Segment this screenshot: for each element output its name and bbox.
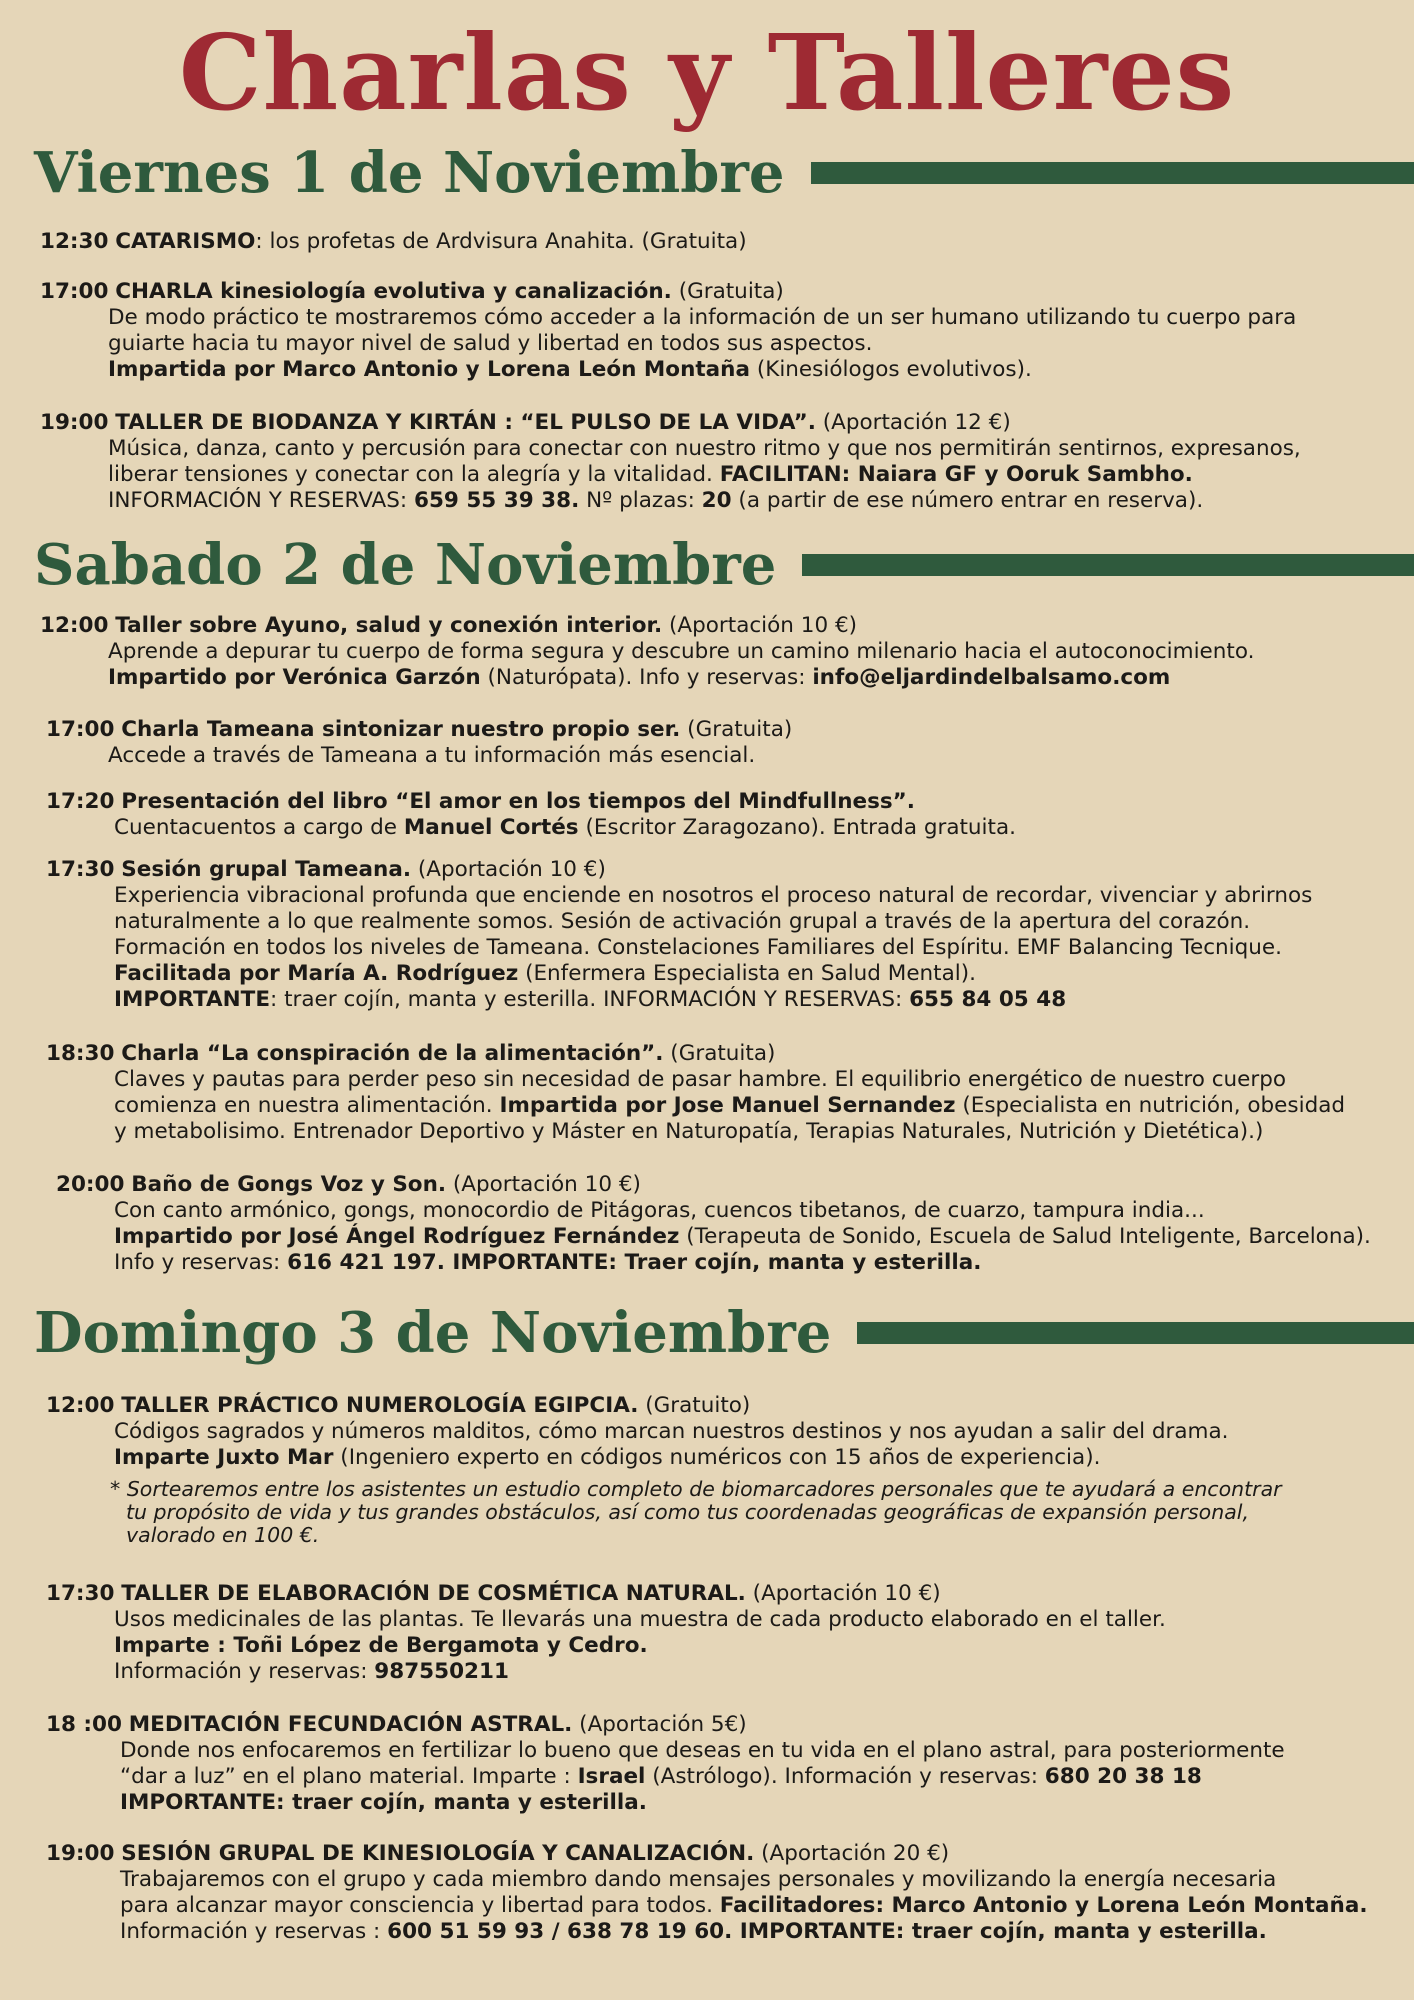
event-heading [0, 717, 1414, 743]
event-line: Música, danza, canto y percusión para conectar con nuestro ritmo y que nos permitirán sentirnos, expresanos, [108, 436, 1301, 461]
event-name: TALLER DE BIODANZA Y KIRTÁN : “EL PULSO DE LA VIDA”. [115, 410, 816, 435]
event-item [0, 789, 1414, 841]
event-heading [0, 1393, 1414, 1419]
event-body [0, 1607, 1414, 1685]
event-line: Información y reservas: 987550211 [114, 1659, 509, 1684]
event-heading [0, 789, 1414, 815]
event-line: Experiencia vibracional profunda que enciende en nosotros el proceso natural de recordar, vivenciar y abrirnos [114, 883, 1313, 908]
event-item [0, 1581, 1414, 1685]
event-price: (Aportación 10 €) [662, 613, 858, 638]
event-price: (Gratuita) [634, 229, 747, 254]
event-line: para alcanzar mayor consciencia y libertad para todos. Facilitadores: Marco Antonio y Lorena León Montaña. [120, 1893, 1368, 1918]
event-line: Información y reservas : 600 51 59 93 / 638 78 19 60. IMPORTANTE: traer cojín, manta y esterilla. [120, 1919, 1267, 1944]
event-time: 17:30 [46, 857, 115, 882]
event-line: Códigos sagrados y números malditos, cómo marcan nuestros destinos y nos ayudan a salir del drama. [114, 1419, 1229, 1444]
event-line: Claves y pautas para perder peso sin necesidad de pasar hambre. El equilibrio energético de nuestro cuerpo [114, 1067, 1287, 1092]
event-time: 18:30 [46, 1041, 115, 1066]
event-heading [0, 613, 1414, 639]
event-name: MEDITACIÓN FECUNDACIÓN ASTRAL. [128, 1712, 573, 1737]
event-price: (Aportación 5€) [572, 1712, 747, 1737]
page-title: Charlas y Talleres [178, 11, 1236, 134]
day-title: Viernes 1 de Noviembre [34, 140, 785, 206]
event-body [0, 883, 1414, 1013]
event-heading [0, 1841, 1414, 1867]
event-line: Con canto armónico, gongs, monocordio de Pitágoras, cuencos tibetanos, de cuarzo, tampura india... [114, 1198, 1205, 1223]
event-line: guiarte hacia tu mayor nivel de salud y libertad en todos sus aspectos. [108, 331, 873, 356]
event-heading [0, 857, 1414, 883]
event-line: Info y reservas: 616 421 197. IMPORTANTE: Traer cojín, manta y esterilla. [114, 1250, 982, 1275]
event-line: Donde nos enfocaremos en fertilizar lo bueno que deseas en tu vida en el plano astral, para posteriormente [120, 1738, 1285, 1763]
day-header-domingo [0, 1300, 1414, 1366]
event-time: 20:00 [56, 1172, 125, 1197]
event-line: Trabajaremos con el grupo y cada miembro dando mensajes personales y movilizando la energía necesaria [120, 1867, 1277, 1892]
event-time: 17:00 [40, 279, 109, 304]
event-line: Aprende a depurar tu cuerpo de forma segura y descubre un camino milenario hacia el autoconocimiento. [108, 639, 1255, 664]
event-price: (Gratuita) [671, 279, 784, 304]
event-line: INFORMACIÓN Y RESERVAS: 659 55 39 38. Nº plazas: 20 (a partir de ese número entrar en reserva). [108, 488, 1204, 513]
event-item [0, 1041, 1414, 1145]
event-price: (Aportación 10 €) [745, 1581, 941, 1606]
event-item [0, 410, 1414, 514]
event-body [0, 436, 1414, 514]
event-time: 17:30 [46, 1581, 115, 1606]
event-body [0, 639, 1414, 691]
event-item [0, 1172, 1414, 1276]
event-heading [0, 229, 1414, 255]
event-heading [0, 279, 1414, 305]
event-line: IMPORTANTE: traer cojín, manta y esterilla. [120, 1790, 647, 1815]
event-price: (Aportación 12 €) [815, 410, 1011, 435]
event-line: comienza en nuestra alimentación. Impartida por Jose Manuel Sernandez (Especialista en nutrición, obesidad [114, 1093, 1346, 1118]
event-time: 12:30 [40, 229, 109, 254]
event-item [0, 279, 1414, 383]
event-price: (Gratuita) [663, 1041, 776, 1066]
event-item [0, 1393, 1414, 1547]
event-name: Baño de Gongs Voz y Son. [131, 1172, 447, 1197]
day-title: Domingo 3 de Noviembre [34, 1300, 832, 1366]
event-line: naturalmente a lo que realmente somos. Sesión de activación grupal a través de la apertura del corazón. [114, 909, 1251, 934]
event-item [0, 1712, 1414, 1816]
day-header-sabado [0, 532, 1414, 598]
note-line: valorado en 100 €. [126, 1523, 320, 1547]
day-header-viernes [0, 140, 1414, 206]
event-body [0, 1067, 1414, 1145]
event-line: Imparte : Toñi López de Bergamota y Cedro. [114, 1633, 648, 1658]
event-line: Facilitada por María A. Rodríguez (Enfermera Especialista en Salud Mental). [114, 961, 976, 986]
event-name: Charla Tameana sintonizar nuestro propio ser. [121, 717, 681, 742]
event-price: (Gratuito) [638, 1393, 751, 1418]
event-line: Impartida por Marco Antonio y Lorena León Montaña (Kinesiólogos evolutivos). [108, 357, 1032, 382]
event-name: CHARLA kinesiología evolutiva y canalización. [115, 279, 672, 304]
event-body [0, 305, 1414, 383]
event-line: Impartido por José Ángel Rodríguez Fernández (Terapeuta de Sonido, Escuela de Salud Inteligente, Barcelona). [114, 1224, 1371, 1249]
event-heading [0, 410, 1414, 436]
event-time: 19:00 [40, 410, 109, 435]
note-line: * Sortearemos entre los asistentes un estudio completo de biomarcadores personales que te ayudará a encontrar [110, 1477, 1282, 1501]
event-time: 19:00 [46, 1841, 115, 1866]
event-body [0, 1198, 1414, 1276]
event-body [0, 1419, 1414, 1471]
event-price: (Aportación 10 €) [411, 857, 606, 882]
event-line: liberar tensiones y conectar con la alegría y la vitalidad. FACILITAN: Naiara GF y Ooruk Sambho. [108, 462, 1193, 487]
event-book-title: “El amor en los tiempos del Mindfullness”. [387, 789, 915, 814]
event-price: (Aportación 20 €) [754, 1841, 950, 1866]
raffle-note [0, 1478, 1414, 1547]
event-name: Presentación del libro [121, 789, 388, 814]
event-line: De modo práctico te mostraremos cómo acceder a la información de un ser humano utilizando tu cuerpo para [108, 305, 1297, 330]
day-divider-bar [857, 1322, 1414, 1344]
event-body [0, 1867, 1414, 1945]
event-line: Usos medicinales de las plantas. Te llevarás una muestra de cada producto elaborado en el taller. [114, 1607, 1166, 1632]
event-time: 17:00 [46, 717, 115, 742]
event-name: TALLER PRÁCTICO NUMEROLOGÍA EGIPCIA. [121, 1393, 639, 1418]
event-name: Charla “La conspiración de la alimentación”. [121, 1041, 664, 1066]
event-price: (Aportación 10 €) [446, 1172, 641, 1197]
event-line: “dar a luz” en el plano material. Imparte : Israel (Astrólogo). Información y reservas: 680 20 38 18 [120, 1764, 1202, 1789]
event-time: 12:00 [46, 1393, 115, 1418]
event-heading [0, 1041, 1414, 1067]
day-divider-bar [811, 162, 1414, 184]
event-name: SESIÓN GRUPAL DE KINESIOLOGÍA Y CANALIZACIÓN. [121, 1841, 755, 1866]
event-body [0, 815, 1414, 841]
event-body [0, 1738, 1414, 1816]
event-item [0, 857, 1414, 1013]
day-divider-bar [802, 554, 1414, 576]
day-title: Sabado 2 de Noviembre [34, 532, 777, 598]
event-item [0, 229, 1414, 255]
event-line: y metabolisimo. Entrenador Deportivo y Máster en Naturopatía, Terapias Naturales, Nutrición y Dietética).) [114, 1119, 1264, 1144]
event-item [0, 717, 1414, 769]
event-heading [0, 1172, 1414, 1198]
note-line: tu propósito de vida y tus grandes obstáculos, así como tus coordenadas geográficas de expansión personal, [126, 1500, 1249, 1524]
event-name: TALLER DE ELABORACIÓN DE COSMÉTICA NATURAL. [121, 1581, 746, 1606]
event-time: 17:20 [46, 789, 115, 814]
event-body [0, 743, 1414, 769]
event-heading [0, 1581, 1414, 1607]
event-item [0, 1841, 1414, 1945]
event-heading [0, 1712, 1414, 1738]
event-name: Taller sobre Ayuno, salud y conexión interior. [115, 613, 663, 638]
event-price: (Gratuita) [680, 717, 793, 742]
event-item [0, 613, 1414, 691]
event-description: : los profetas de Ardvisura Anahita. [255, 229, 635, 254]
event-name: Sesión grupal Tameana. [121, 857, 412, 882]
event-line: IMPORTANTE: traer cojín, manta y esterilla. INFORMACIÓN Y RESERVAS: 655 84 05 48 [114, 987, 1067, 1012]
event-time: 12:00 [40, 613, 109, 638]
event-line: Accede a través de Tameana a tu información más esencial. [108, 743, 756, 768]
event-line: Formación en todos los niveles de Tameana. Constelaciones Familiares del Espíritu. EMF Balancing Tecnique. [114, 935, 1282, 960]
event-line: Imparte Juxto Mar (Ingeniero experto en códigos numéricos con 15 años de experiencia). [114, 1445, 1101, 1470]
event-name: CATARISMO [115, 229, 256, 254]
event-time: 18 :00 [46, 1712, 122, 1737]
event-line: Cuentacuentos a cargo de Manuel Cortés (Escritor Zaragozano). Entrada gratuita. [114, 815, 1016, 840]
event-line: Impartido por Verónica Garzón (Naturópata). Info y reservas: info@eljardindelbalsamo.com [108, 665, 1171, 690]
